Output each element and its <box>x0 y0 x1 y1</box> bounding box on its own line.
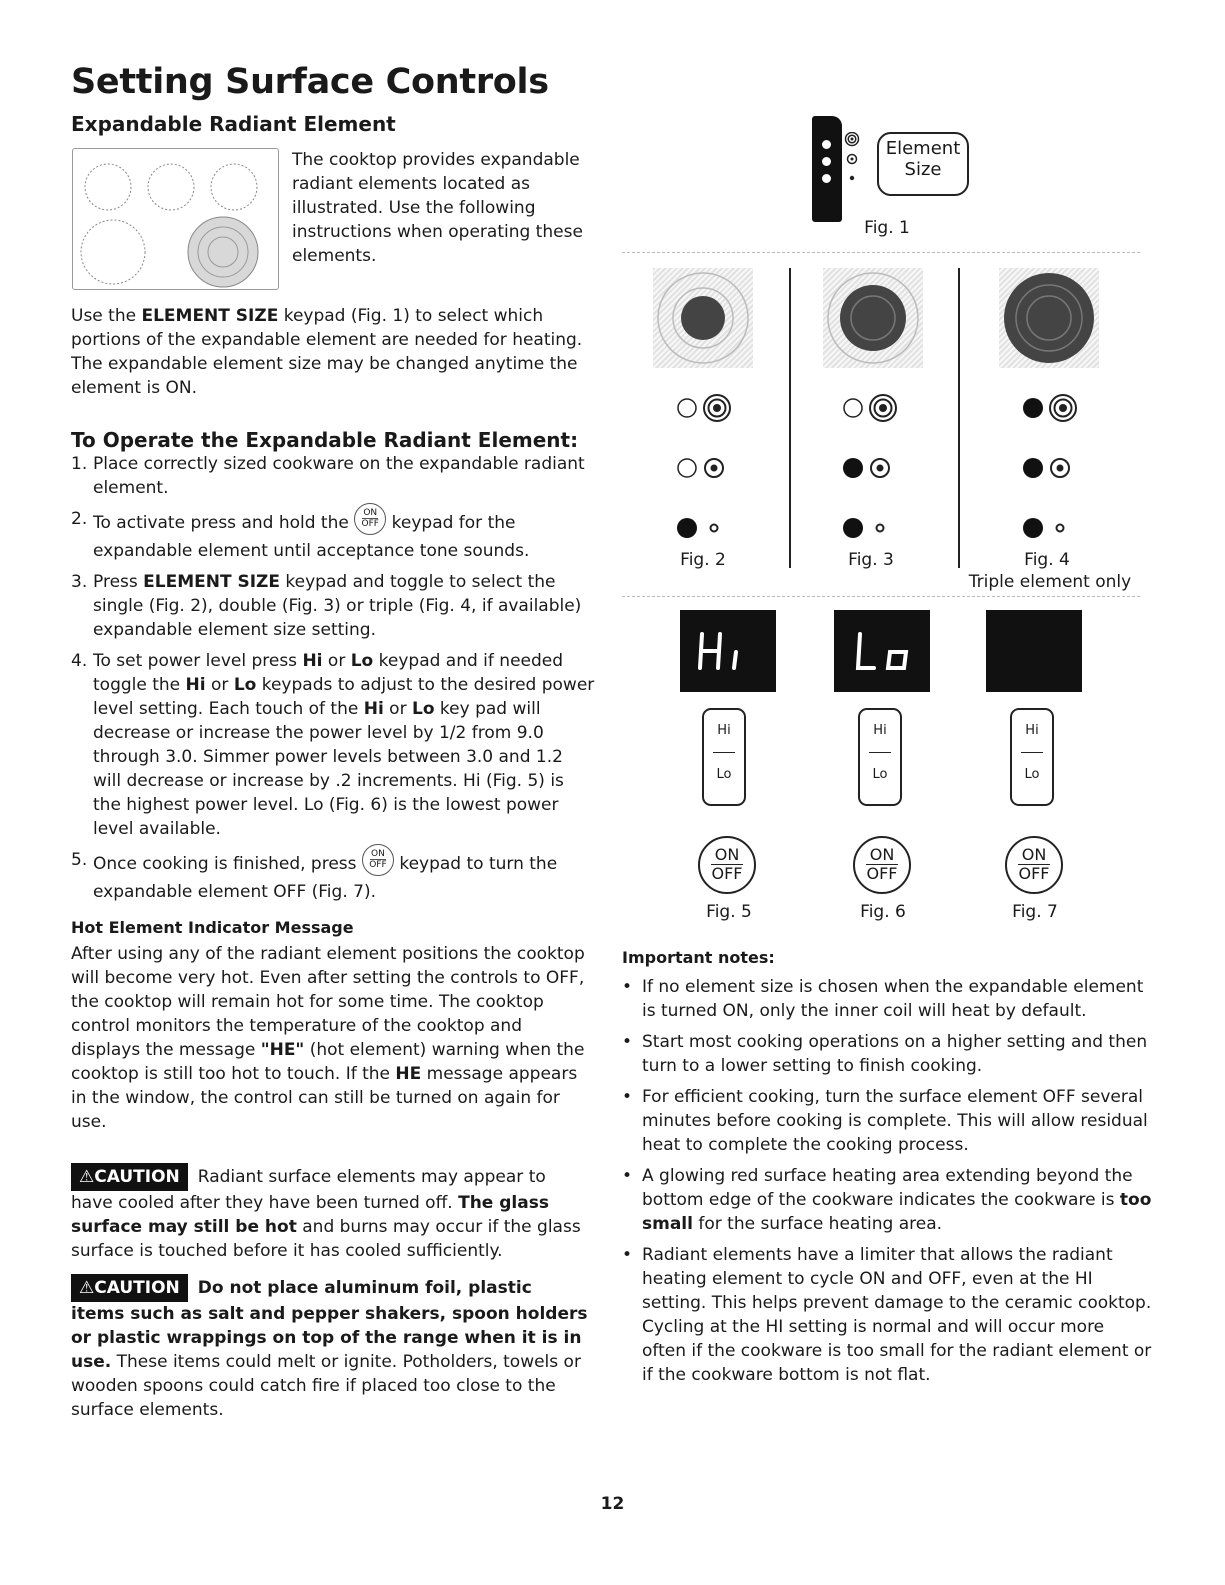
list-item: 1. Place correctly sized cookware on the expandable radiant element. <box>71 454 585 498</box>
fig-1-label: Fig. 1 <box>864 218 910 238</box>
list-item: • A glowing red surface heating area extending beyond the bottom edge of the cookware indicates the cookware is too small for the surface heating area. <box>622 1166 1152 1234</box>
hi-lo-keypad[interactable] <box>858 708 902 806</box>
page-number: 12 <box>600 1494 625 1514</box>
divider <box>789 268 791 568</box>
fig-4-label: Fig. 4 <box>1024 550 1070 570</box>
element-size-button[interactable]: Element Size <box>877 132 969 196</box>
list-item: 2. To activate press and hold the ON OFF keypad for the expandable element until acceptance tone sounds. <box>71 507 596 563</box>
list-item: • Start most cooking operations on a higher setting and then turn to a lower setting to finish cooking. <box>622 1032 1148 1076</box>
display-lo <box>834 610 930 692</box>
hot-element-title: Hot Element Indicator Message <box>71 918 354 937</box>
important-notes-title: Important notes: <box>622 948 775 967</box>
burner-triple <box>999 268 1099 368</box>
caution-2: ⚠CAUTION Do not place aluminum foil, plastic items such as salt and pepper shakers, spoon holders or plastic wrappings on top of the range when it is in use. These items could melt or ignite. Potholders, towels or wooden spoons could catch fire if placed too close to the surface elements. <box>71 1274 591 1422</box>
display-off <box>986 610 1082 692</box>
fig-4-note: Triple element only <box>968 572 1132 592</box>
element-size-indicator-icons <box>843 132 863 192</box>
burner-double <box>823 268 923 368</box>
intro-text: The cooktop provides expandable radiant elements located as illustrated. Use the following instructions when operating these elements. <box>292 150 583 266</box>
cooktop-diagram <box>72 148 279 290</box>
divider <box>958 268 960 568</box>
hi-key[interactable]: Hi <box>1025 723 1039 738</box>
page-title: Setting Surface Controls <box>71 62 549 102</box>
list-item: • If no element size is chosen when the expandable element is turned ON, only the inner coil will heat by default. <box>622 977 1144 1021</box>
fig-4-indicators <box>1018 390 1088 540</box>
hi-key[interactable]: Hi <box>717 723 731 738</box>
fig-3-indicators <box>838 390 908 540</box>
lo-key[interactable]: Lo <box>872 767 888 782</box>
section-title: Expandable Radiant Element <box>71 112 396 136</box>
display-hi <box>680 610 776 692</box>
divider <box>622 252 1142 253</box>
caution-1: ⚠CAUTION Radiant surface elements may appear to have cooled after they have been turned off. The glass surface may still be hot and burns may occur if the glass surface is touched before it has cooled sufficiently. <box>71 1163 591 1263</box>
list-item: 4. To set power level press Hi or Lo keypad and if needed toggle the Hi or Lo keypads to adjust to the desired power level setting. Each touch of the Hi or Lo key pad will decrease or increase the power level by 1/2 from 9.0 through 3.0. Simmer power levels between 3.0 and 1.2 will decrease or increase by .2 increments. Hi (Fig. 5) is the highest power level. Lo (Fig. 6) is the lowest power level available. <box>71 651 595 839</box>
list-item: 5. Once cooking is finished, press ON OFF keypad to turn the expandable element OFF (Fig. 7). <box>71 848 596 904</box>
fig-7-label: Fig. 7 <box>1012 902 1058 922</box>
operate-title: To Operate the Expandable Radiant Element: <box>71 428 579 452</box>
hi-key[interactable]: Hi <box>873 723 887 738</box>
caution-badge: ⚠CAUTION <box>71 1274 188 1302</box>
important-notes-list <box>622 975 1152 1394</box>
on-off-button[interactable]: ON OFF <box>853 836 911 894</box>
list-item: • Radiant elements have a limiter that allows the radiant heating element to cycle ON and OFF, even at the HI setting. This helps prevent damage to the ceramic cooktop. Cycling at the HI setting is normal and will occur more often if the cookware is too small for the radiant element or if the cookware bottom is not flat. <box>622 1245 1152 1385</box>
list-item: 3. Press ELEMENT SIZE keypad and toggle to select the single (Fig. 2), double (Fig. 3) or triple (Fig. 4, if available) expandable element size setting. <box>71 572 582 640</box>
fig-5-label: Fig. 5 <box>706 902 752 922</box>
hot-element-body: After using any of the radiant element positions the cooktop will become very hot. Even after setting the controls to OFF, the cooktop will remain hot for some time. The cooktop control monitors the temperature of the cooktop and displays the message "HE" (hot element) warning when the cooktop is still too hot to touch. If the HE message appears in the window, the control can still be turned on again for use. <box>71 944 585 1132</box>
list-item: • For efficient cooking, turn the surface element OFF several minutes before cooking is complete. This will allow residual heat to complete the cooking process. <box>622 1087 1148 1155</box>
fig-2-label: Fig. 2 <box>680 550 726 570</box>
caution-badge: ⚠CAUTION <box>71 1163 188 1191</box>
on-off-key-icon: ON OFF <box>354 503 386 535</box>
element-size-paragraph: Use the ELEMENT SIZE keypad (Fig. 1) to select which portions of the expandable element are needed for heating. The expandable element size may be changed anytime the element is ON. <box>71 306 583 398</box>
divider <box>622 596 1142 597</box>
fig-6-label: Fig. 6 <box>860 902 906 922</box>
lo-key[interactable]: Lo <box>1024 767 1040 782</box>
lo-key[interactable]: Lo <box>716 767 732 782</box>
on-off-button[interactable]: ON OFF <box>698 836 756 894</box>
on-off-key-icon: ON OFF <box>362 844 394 876</box>
on-off-button[interactable]: ON OFF <box>1005 836 1063 894</box>
hi-lo-keypad[interactable] <box>702 708 746 806</box>
steps-list <box>71 452 596 911</box>
fig-2-indicators <box>672 390 742 540</box>
keypad-panel <box>812 116 842 222</box>
burner-single <box>653 268 753 368</box>
hi-lo-keypad[interactable] <box>1010 708 1054 806</box>
fig-3-label: Fig. 3 <box>848 550 894 570</box>
